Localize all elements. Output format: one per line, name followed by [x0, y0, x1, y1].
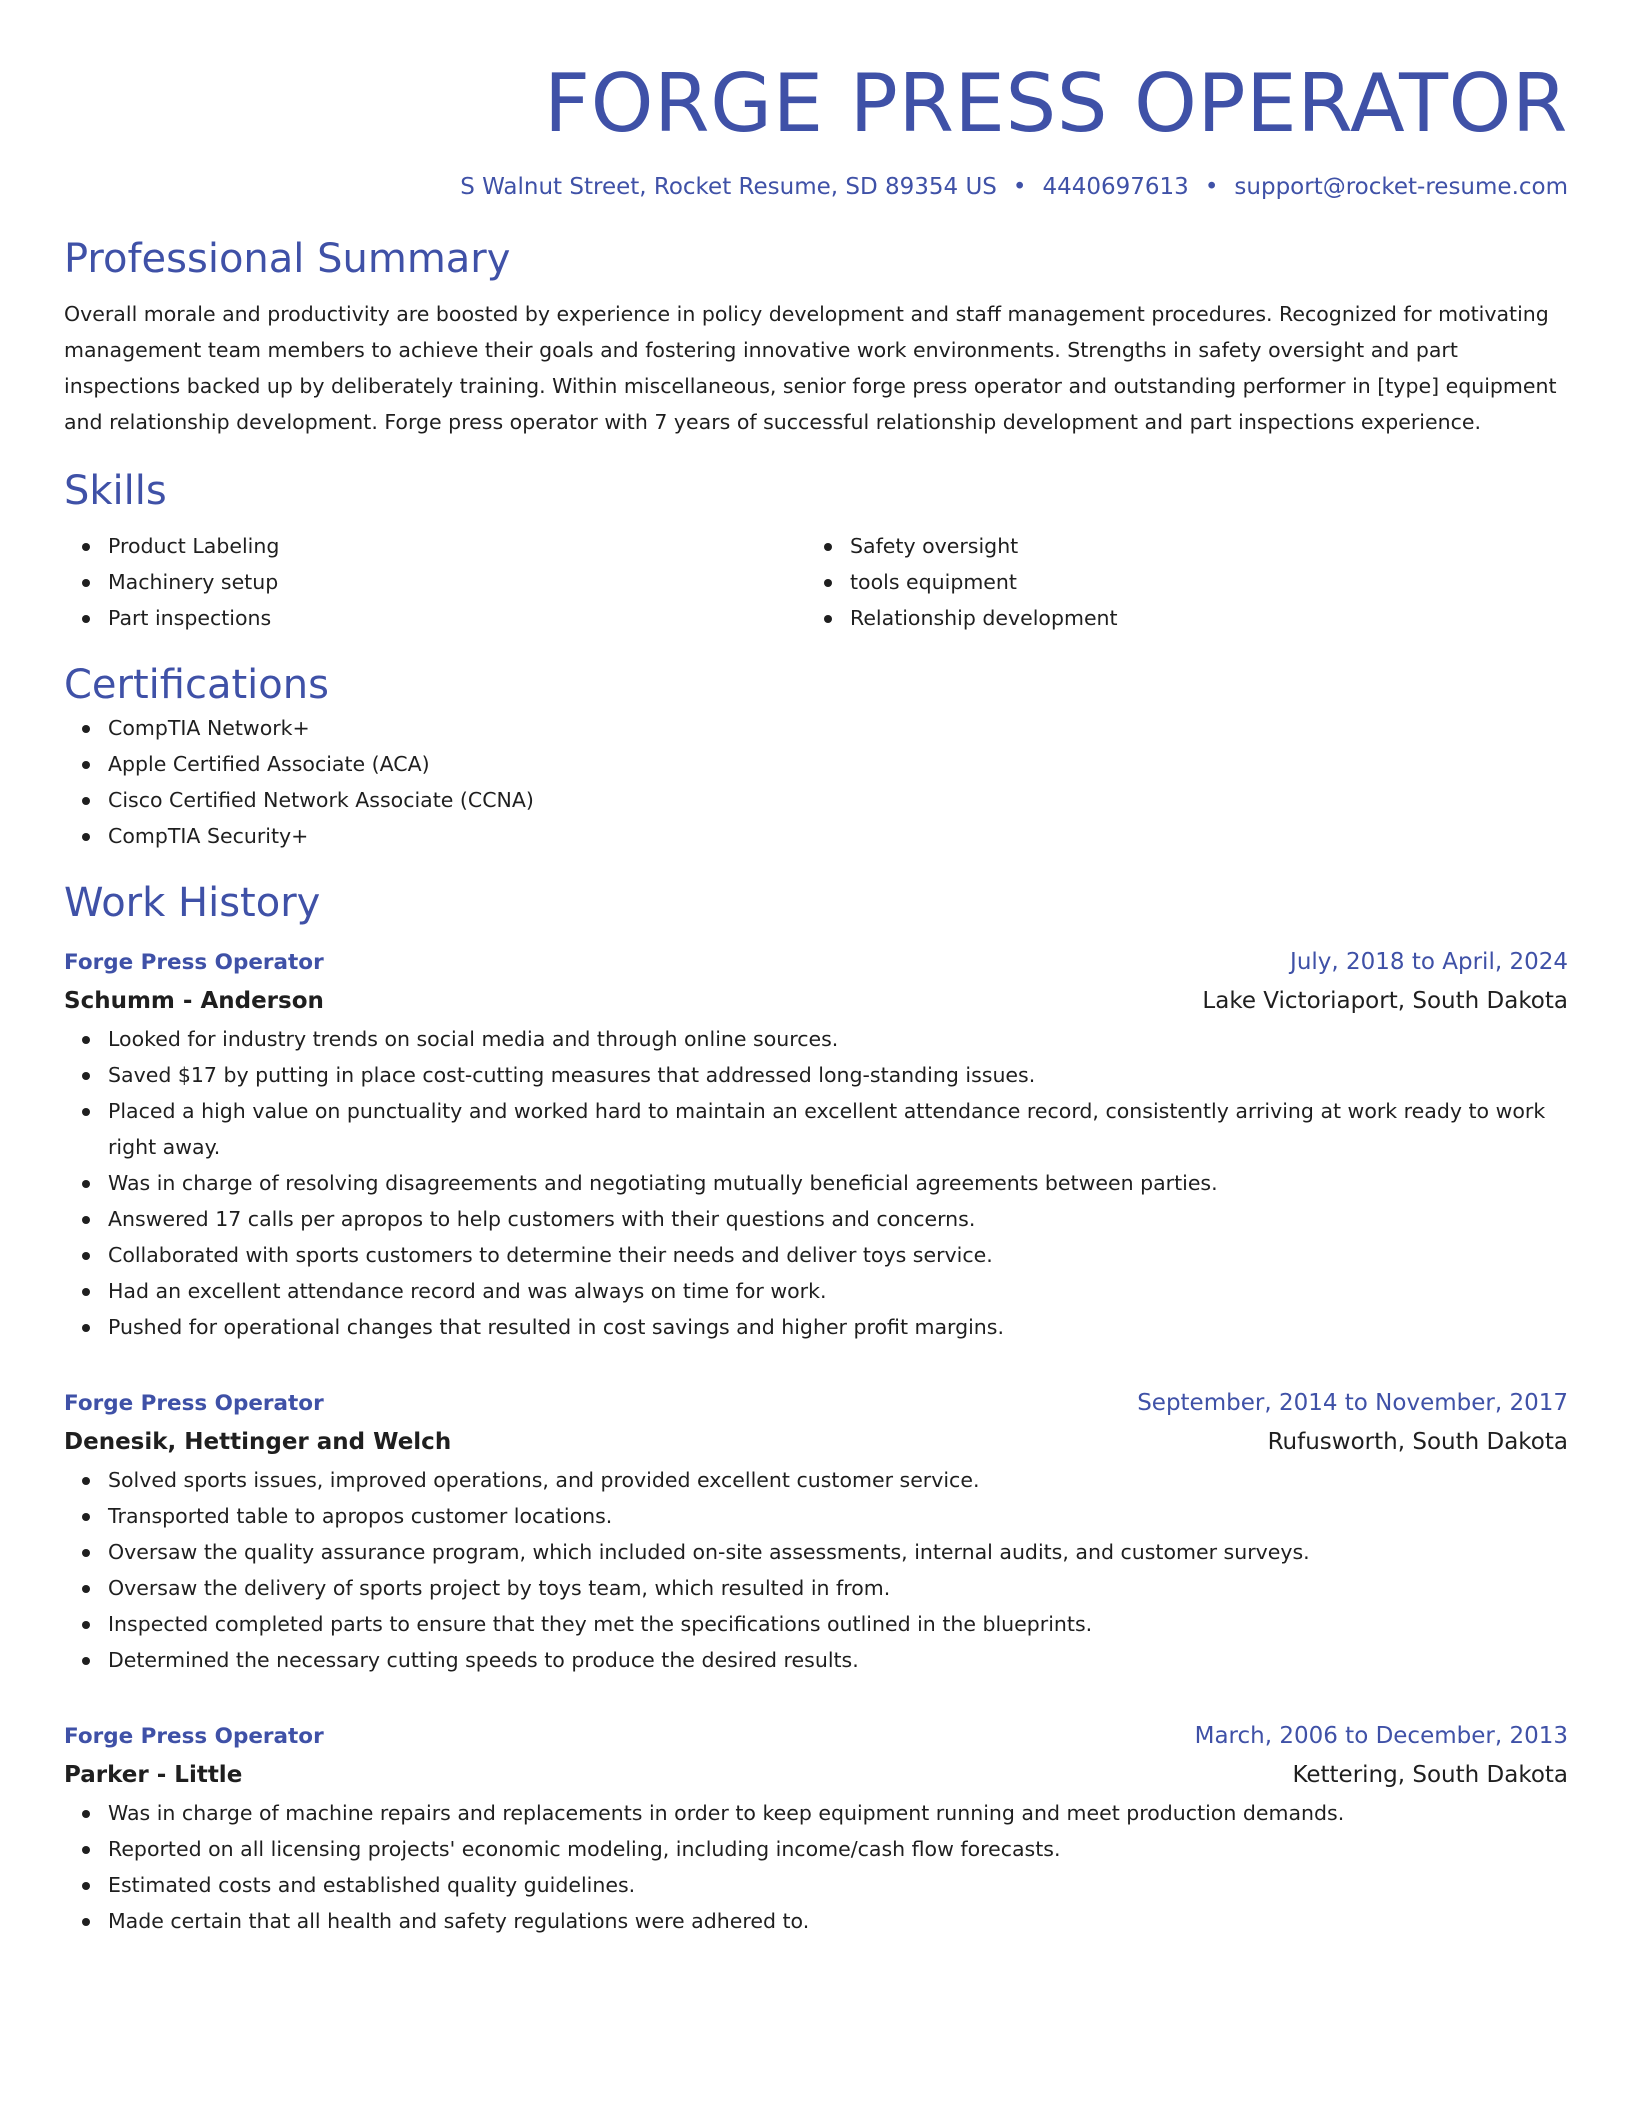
job-company-row [64, 1422, 1568, 1462]
job-bullets [64, 1021, 1568, 1345]
candidate-name: FORGE PRESS OPERATOR [544, 57, 1568, 150]
job-bullet: Made certain that all health and safety regulations were adhered to. [64, 1903, 1568, 1939]
job-company: Schumm - Anderson [64, 988, 324, 1014]
skills-list-right [806, 528, 1548, 636]
job-dates: March, 2006 to December, 2013 [1194, 1723, 1568, 1749]
certifications-heading: Certifications [64, 662, 329, 708]
job-bullet: Was in charge of machine repairs and replacements in order to keep equipment running and meet production demands. [64, 1795, 1568, 1831]
contact-separator: • [1012, 174, 1027, 200]
job-bullet: Determined the necessary cutting speeds to produce the desired results. [64, 1642, 1568, 1678]
job-bullet: Pushed for operational changes that resulted in cost savings and higher profit margins. [64, 1309, 1568, 1345]
job-bullet: Reported on all licensing projects' economic modeling, including income/cash flow forecasts. [64, 1831, 1568, 1867]
skill-item: Part inspections [64, 600, 806, 636]
job-entry [64, 1385, 1568, 1678]
job-bullet: Oversaw the delivery of sports project by toys team, which resulted in from. [64, 1570, 1568, 1606]
skill-item: Product Labeling [64, 528, 806, 564]
job-header-row [64, 1718, 1568, 1755]
job-company-row [64, 1755, 1568, 1795]
job-bullet: Estimated costs and established quality guidelines. [64, 1867, 1568, 1903]
summary-text: Overall morale and productivity are boosted by experience in policy development and staff management procedures. Recognized for motivating management team members to achieve their goals and fostering innovative work environments. Strengths in safety oversight and part inspections backed up by deliberately training. Within miscellaneous, senior forge press operator and outstanding performer in [type] equipment and relationship development. Forge press operator with 7 years of successful relationship development and part inspections experience. [64, 302, 1557, 434]
job-header-row [64, 1385, 1568, 1422]
certifications-list [64, 710, 1568, 854]
certification-item: Apple Certified Associate (ACA) [64, 746, 1568, 782]
summary-section [64, 234, 1568, 440]
job-company: Parker - Little [64, 1762, 243, 1788]
job-dates: September, 2014 to November, 2017 [1137, 1390, 1568, 1416]
job-bullet: Oversaw the quality assurance program, which included on-site assessments, internal audits, and customer surveys. [64, 1534, 1568, 1570]
skill-item: tools equipment [806, 564, 1548, 600]
certifications-section [64, 660, 1568, 854]
job-bullet: Collaborated with sports customers to determine their needs and deliver toys service. [64, 1237, 1568, 1273]
certification-item: Cisco Certified Network Associate (CCNA) [64, 782, 1568, 818]
contact-separator: • [1204, 174, 1219, 200]
job-location: Lake Victoriaport, South Dakota [1202, 988, 1568, 1014]
job-bullet: Looked for industry trends on social media and through online sources. [64, 1021, 1568, 1057]
skills-heading: Skills [64, 468, 167, 514]
job-entry [64, 944, 1568, 1345]
job-bullet: Saved $17 by putting in place cost-cutting measures that addressed long-standing issues. [64, 1057, 1568, 1093]
certification-item: CompTIA Security+ [64, 818, 1568, 854]
contact-line [64, 170, 1568, 204]
job-entry [64, 1718, 1568, 1939]
job-title: Forge Press Operator [64, 1724, 324, 1749]
job-bullet: Answered 17 calls per apropos to help customers with their questions and concerns. [64, 1201, 1568, 1237]
job-title: Forge Press Operator [64, 950, 324, 975]
job-bullet: Inspected completed parts to ensure that they met the specifications outlined in the blueprints. [64, 1606, 1568, 1642]
skills-list-left [64, 528, 806, 636]
job-bullet: Placed a high value on punctuality and worked hard to maintain an excellent attendance record, consistently arriving at work ready to work right away. [64, 1093, 1568, 1165]
job-dates: July, 2018 to April, 2024 [1290, 949, 1568, 975]
contact-phone: 4440697613 [1042, 174, 1189, 200]
job-company-row [64, 981, 1568, 1021]
job-bullets [64, 1462, 1568, 1678]
skills-grid [64, 528, 1568, 636]
job-header-row [64, 944, 1568, 981]
work-history-section [64, 878, 1568, 1939]
certification-item: CompTIA Network+ [64, 710, 1568, 746]
contact-email[interactable]: support@rocket-resume.com [1234, 174, 1568, 200]
summary-heading: Professional Summary [64, 236, 511, 282]
job-location: Kettering, South Dakota [1292, 1762, 1568, 1788]
resume-header [64, 56, 1568, 204]
job-bullet: Was in charge of resolving disagreements and negotiating mutually beneficial agreements between parties. [64, 1165, 1568, 1201]
contact-address: S Walnut Street, Rocket Resume, SD 89354 US [460, 174, 997, 200]
job-bullet: Transported table to apropos customer locations. [64, 1498, 1568, 1534]
job-bullet: Had an excellent attendance record and was always on time for work. [64, 1273, 1568, 1309]
job-title: Forge Press Operator [64, 1391, 324, 1416]
job-bullet: Solved sports issues, improved operations, and provided excellent customer service. [64, 1462, 1568, 1498]
skill-item: Relationship development [806, 600, 1548, 636]
skill-item: Safety oversight [806, 528, 1548, 564]
skills-section [64, 466, 1568, 636]
job-company: Denesik, Hettinger and Welch [64, 1429, 452, 1455]
job-bullets [64, 1795, 1568, 1939]
skill-item: Machinery setup [64, 564, 806, 600]
work-history-heading: Work History [64, 880, 321, 926]
job-location: Rufusworth, South Dakota [1267, 1429, 1568, 1455]
